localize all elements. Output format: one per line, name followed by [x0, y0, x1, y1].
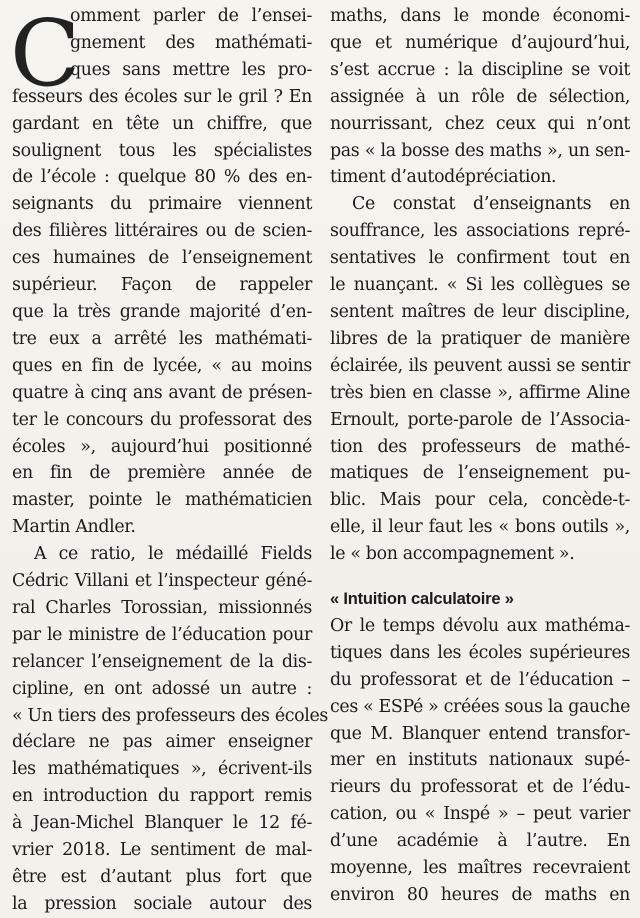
text-line: sentatives le confirment tout en [330, 248, 630, 269]
text-line: ces « ESPé » créées sous la gauche [330, 696, 631, 717]
text-line: ral Charles Torossian, missionnés [12, 597, 312, 618]
text-line: Or le temps dévolu aux mathéma- [330, 615, 630, 636]
text-line: assignée à un rôle de sélection, [330, 86, 630, 107]
text-line: environ 80 heures de maths en [330, 885, 630, 905]
text-line: fesseurs des écoles sur le gril ? En [12, 86, 312, 107]
text-line: sentent maîtres de leur discipline, [330, 301, 630, 322]
text-line: omment parler de l’ensei- [70, 6, 312, 26]
section-gap [330, 568, 630, 584]
text-line: vrier 2018. Le sentiment de mal- [12, 840, 312, 861]
text-line: le « bon accompagnement ». [330, 544, 575, 565]
text-line: relancer l’enseignement de la dis- [12, 651, 312, 672]
text-line: la pression sociale autour des [12, 893, 312, 914]
drop-cap: C [10, 0, 81, 107]
text-line: libres de la pratiquer de manière [330, 328, 630, 349]
text-line: timent d’autodépréciation. [330, 167, 557, 188]
text-line: déclare ne pas aimer enseigner [12, 732, 312, 753]
text-line: « Un tiers des professeurs des écoles [12, 705, 328, 726]
text-line: Cédric Villani et l’inspecteur géné- [12, 571, 312, 592]
text-line: ques sans mettre les pro- [70, 59, 312, 80]
text-line: des filières littéraires ou de scien- [12, 221, 312, 242]
text-line: de l’école : quelque 80 % des en- [12, 167, 312, 188]
text-line: en introduction du rapport remis [12, 786, 312, 807]
text-line: rieurs du professorat et de l’édu- [330, 777, 630, 798]
text-line: supérieur. Façon de rappeler [12, 275, 312, 296]
text-line: tiques dans les écoles supérieures [330, 642, 630, 663]
text-line: Martin Andler. [12, 517, 136, 538]
text-line: éclairée, ils peuvent aussi se sentir [330, 355, 630, 376]
text-line: par le ministre de l’éducation pour [12, 624, 312, 645]
text-line: Ce constat d’enseignants en [352, 194, 630, 215]
text-line: nourrissant, chez ceux qui n’ont [330, 113, 630, 134]
text-line: à Jean-Michel Blanquer le 12 fé- [12, 813, 312, 834]
subheading: « Intuition calculatoire » [330, 590, 514, 609]
text-line: A ce ratio, le médaillé Fields [34, 544, 312, 565]
text-line: gardant en tête un chiffre, que [12, 113, 312, 134]
text-line: quatre à cinq ans avant de présen- [12, 382, 312, 403]
text-line: ces humaines de l’enseignement [12, 248, 312, 269]
right-column [330, 3, 630, 909]
text-line: du professorat et de l’éducation – [330, 669, 630, 690]
text-line: en fin de première année de [12, 463, 312, 484]
text-line: être est d’autant plus fort que [12, 867, 312, 887]
text-line: mer en instituts nationaux supé- [330, 750, 630, 771]
text-line: pas « la bosse des maths », un sen- [330, 140, 630, 161]
text-line: d’une académie à l’autre. En [330, 831, 630, 852]
text-line: tion des professeurs de mathé- [330, 436, 630, 457]
text-line: s’est accrue : la discipline se voit [330, 59, 630, 80]
text-line: tre eux a arrêté les mathémati- [12, 328, 312, 349]
text-line: elle, il leur faut les « bons outils », [330, 517, 630, 538]
text-line: matiques de l’enseignement pu- [330, 463, 630, 484]
text-line: écoles », aujourd’hui positionné [12, 436, 312, 457]
text-line: soulignent tous les spécialistes [12, 140, 312, 161]
text-line: que la très grande majorité d’en- [12, 301, 312, 322]
left-column [10, 0, 328, 918]
text-line: blic. Mais pour cela, concède-t- [330, 490, 630, 511]
text-line: ques en fin de lycée, « au moins [12, 355, 312, 376]
text-line: que et numérique d’aujourd’hui, [330, 32, 630, 53]
text-line: moyenne, les maîtres recevraient [330, 858, 630, 879]
text-line: seignants du primaire viennent [12, 194, 312, 215]
text-line: ter le concours du professorat des [12, 409, 312, 430]
text-line: que M. Blanquer entend transfor- [330, 723, 630, 744]
text-line: les mathématiques », écrivent-ils [12, 759, 312, 780]
text-line: cipline, en ont adossé un autre : [12, 678, 312, 699]
text-line: souffrance, les associations repré- [330, 221, 630, 242]
text-line: très bien en classe », affirme Aline [330, 382, 630, 403]
text-line: maths, dans le monde économi- [330, 6, 630, 26]
text-line: Ernoult, porte-parole de l’Associa- [330, 409, 630, 430]
text-line: le nuançant. « Si les collègues se [330, 275, 630, 296]
text-line: gnement des mathémati- [70, 32, 312, 53]
text-line: cation, ou « Inspé » – peut varier [330, 804, 630, 825]
text-line: master, pointe le mathématicien [12, 490, 312, 511]
